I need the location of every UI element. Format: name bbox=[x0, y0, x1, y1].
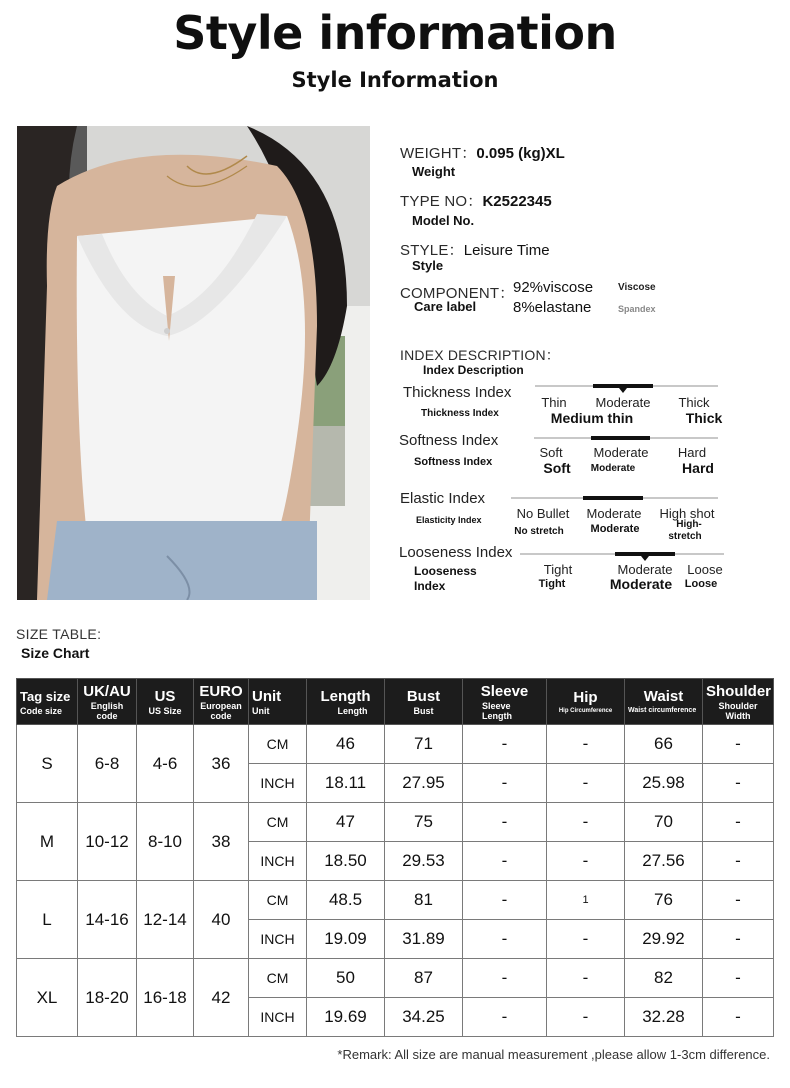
looseness-sub-a: Looseness bbox=[414, 564, 477, 578]
cell-shoulder: - bbox=[703, 920, 774, 959]
type-sub: Model No. bbox=[412, 213, 475, 228]
style-value: Leisure Time bbox=[463, 242, 550, 259]
header-unit-sublabel: Unit bbox=[252, 705, 270, 716]
cell-waist: 25.98 bbox=[625, 764, 703, 803]
cell-uk: 10-12 bbox=[78, 803, 137, 881]
header-waist-label: Waist bbox=[643, 687, 684, 705]
table-header-row bbox=[17, 679, 774, 725]
size-table-sublabel: Size Chart bbox=[21, 645, 90, 661]
elastic-value-2: Moderate bbox=[590, 523, 640, 535]
header-tag-size-label: Tag size bbox=[20, 688, 71, 704]
table-row bbox=[17, 881, 774, 920]
looseness-value-3: Loose bbox=[684, 578, 718, 590]
component-value-1-sub: Viscose bbox=[618, 282, 656, 293]
header-uk-au-label: UK/AU bbox=[83, 682, 131, 700]
elastic-value-1: No stretch bbox=[514, 526, 564, 537]
cell-length: 18.11 bbox=[307, 764, 385, 803]
component-value-2-sub: Spandex bbox=[618, 304, 656, 314]
cell-us: 16-18 bbox=[137, 959, 194, 1037]
cell-bust: 87 bbox=[385, 959, 463, 998]
header-sleeve-sublabel: Sleeve Length bbox=[482, 700, 512, 721]
cell-tag: L bbox=[17, 881, 78, 959]
cell-hip: - bbox=[547, 959, 625, 998]
softness-selected-segment bbox=[591, 436, 650, 440]
page-subtitle: Style Information bbox=[291, 68, 499, 92]
elastic-value-3b: stretch bbox=[668, 531, 702, 542]
header-tag-size bbox=[17, 679, 78, 725]
cell-bust: 81 bbox=[385, 881, 463, 920]
softness-value-2: Moderate bbox=[590, 463, 636, 474]
cell-tag: M bbox=[17, 803, 78, 881]
weight-row bbox=[400, 142, 565, 163]
header-euro-sublabel: European code bbox=[200, 700, 242, 721]
softness-value-3: Hard bbox=[682, 460, 714, 476]
cell-sleeve: - bbox=[463, 920, 547, 959]
elastic-opt-1: No Bullet bbox=[516, 506, 570, 521]
cell-length: 48.5 bbox=[307, 881, 385, 920]
cell-hip: 1 bbox=[547, 881, 625, 920]
cell-shoulder: - bbox=[703, 998, 774, 1037]
cell-waist: 70 bbox=[625, 803, 703, 842]
cell-tag: S bbox=[17, 725, 78, 803]
thickness-opt-2: Moderate bbox=[595, 395, 651, 410]
cell-sleeve: - bbox=[463, 998, 547, 1037]
table-row bbox=[17, 803, 774, 842]
header-tag-size-sublabel: Code size bbox=[20, 705, 63, 716]
cell-hip: - bbox=[547, 803, 625, 842]
elastic-sub: Elasticity Index bbox=[416, 515, 482, 525]
page-title: Style information bbox=[173, 6, 617, 60]
weight-sub: Weight bbox=[412, 164, 456, 179]
looseness-name: Looseness Index bbox=[399, 544, 513, 561]
cell-bust: 34.25 bbox=[385, 998, 463, 1037]
size-table bbox=[16, 678, 774, 1037]
cell-shoulder: - bbox=[703, 725, 774, 764]
elastic-name: Elastic Index bbox=[400, 490, 486, 507]
header-shoulder-sublabel: Shoulder Width bbox=[718, 700, 758, 721]
cell-euro: 38 bbox=[194, 803, 249, 881]
thickness-value-1: Medium thin bbox=[550, 410, 634, 426]
header-uk-au-sublabel: English code bbox=[90, 700, 124, 721]
header-shoulder bbox=[703, 679, 774, 725]
elastic-opt-2: Moderate bbox=[586, 506, 642, 521]
cell-length: 47 bbox=[307, 803, 385, 842]
looseness-opt-1: Tight bbox=[543, 562, 573, 577]
cell-shoulder: - bbox=[703, 842, 774, 881]
cell-shoulder: - bbox=[703, 881, 774, 920]
index-title-sub: Index Description bbox=[423, 363, 524, 377]
elastic-opt-3: High shot bbox=[659, 506, 715, 521]
softness-value-1: Soft bbox=[543, 460, 571, 476]
cell-unit: INCH bbox=[249, 842, 307, 881]
header-hip-label: Hip bbox=[573, 688, 598, 706]
cell-sleeve: - bbox=[463, 764, 547, 803]
cell-hip: - bbox=[547, 842, 625, 881]
header-waist-sublabel: Waist circumference bbox=[628, 706, 697, 714]
header-shoulder-label: Shoulder bbox=[706, 682, 772, 700]
cell-sleeve: - bbox=[463, 842, 547, 881]
cell-length: 19.69 bbox=[307, 998, 385, 1037]
cell-bust: 31.89 bbox=[385, 920, 463, 959]
cell-shoulder: - bbox=[703, 959, 774, 998]
cell-sleeve: - bbox=[463, 881, 547, 920]
cell-shoulder: - bbox=[703, 764, 774, 803]
cell-bust: 29.53 bbox=[385, 842, 463, 881]
cell-waist: 76 bbox=[625, 881, 703, 920]
header-bust-sublabel: Bust bbox=[413, 705, 434, 716]
cell-waist: 29.92 bbox=[625, 920, 703, 959]
header-bust-label: Bust bbox=[406, 687, 441, 705]
cell-unit: INCH bbox=[249, 998, 307, 1037]
cell-length: 46 bbox=[307, 725, 385, 764]
header-hip bbox=[547, 679, 625, 725]
style-label: STYLE： bbox=[400, 242, 464, 259]
looseness-opt-2: Moderate bbox=[617, 562, 673, 577]
cell-shoulder: - bbox=[703, 803, 774, 842]
thickness-value-2: Thick bbox=[685, 410, 723, 426]
cell-us: 8-10 bbox=[137, 803, 194, 881]
cell-waist: 82 bbox=[625, 959, 703, 998]
header-sleeve-label: Sleeve bbox=[480, 682, 529, 700]
cell-uk: 14-16 bbox=[78, 881, 137, 959]
component-sub: Care label bbox=[414, 299, 477, 314]
cell-length: 18.50 bbox=[307, 842, 385, 881]
cell-bust: 27.95 bbox=[385, 764, 463, 803]
header-us-sublabel: US Size bbox=[148, 705, 182, 716]
looseness-sub-b: Index bbox=[414, 579, 446, 593]
looseness-value-1: Tight bbox=[538, 578, 566, 590]
style-row bbox=[400, 239, 550, 260]
cell-sleeve: - bbox=[463, 803, 547, 842]
softness-opt-3: Hard bbox=[677, 445, 707, 460]
cell-uk: 6-8 bbox=[78, 725, 137, 803]
elastic-selected-segment bbox=[583, 496, 643, 500]
softness-sub: Softness Index bbox=[414, 456, 493, 468]
looseness-marker-icon bbox=[641, 556, 649, 561]
component-value-2: 8%elastane bbox=[513, 299, 592, 316]
cell-euro: 40 bbox=[194, 881, 249, 959]
cell-unit: CM bbox=[249, 959, 307, 998]
header-length-sublabel: Length bbox=[337, 705, 368, 716]
thickness-marker-icon bbox=[619, 388, 627, 393]
cell-euro: 42 bbox=[194, 959, 249, 1037]
cell-unit: INCH bbox=[249, 764, 307, 803]
elastic-value-3a: High- bbox=[676, 519, 702, 530]
cell-unit: CM bbox=[249, 803, 307, 842]
softness-name: Softness Index bbox=[399, 432, 499, 449]
header-bust bbox=[385, 679, 463, 725]
thickness-sub: Thickness Index bbox=[421, 408, 499, 419]
cell-bust: 71 bbox=[385, 725, 463, 764]
style-sub: Style bbox=[412, 258, 444, 273]
thickness-name: Thickness Index bbox=[403, 384, 512, 401]
header-waist bbox=[625, 679, 703, 725]
thickness-opt-1: Thin bbox=[541, 395, 567, 410]
cell-tag: XL bbox=[17, 959, 78, 1037]
softness-opt-1: Soft bbox=[539, 445, 563, 460]
cell-uk: 18-20 bbox=[78, 959, 137, 1037]
weight-label: WEIGHT： bbox=[400, 145, 477, 162]
remark-note: *Remark: All size are manual measurement ,please allow 1-3cm difference. bbox=[337, 1047, 770, 1062]
table-row bbox=[17, 725, 774, 764]
header-length bbox=[307, 679, 385, 725]
cell-unit: CM bbox=[249, 881, 307, 920]
component-label: COMPONENT： bbox=[400, 285, 515, 302]
cell-sleeve: - bbox=[463, 725, 547, 764]
header-us-label: US bbox=[154, 687, 176, 705]
type-value: K2522345 bbox=[482, 193, 552, 210]
cell-hip: - bbox=[547, 764, 625, 803]
cell-hip: - bbox=[547, 725, 625, 764]
cell-waist: 27.56 bbox=[625, 842, 703, 881]
thickness-opt-3: Thick bbox=[678, 395, 710, 410]
cell-unit: INCH bbox=[249, 920, 307, 959]
cell-euro: 36 bbox=[194, 725, 249, 803]
cell-hip: - bbox=[547, 998, 625, 1037]
cell-us: 12-14 bbox=[137, 881, 194, 959]
type-label: TYPE NO： bbox=[400, 193, 483, 210]
cell-waist: 32.28 bbox=[625, 998, 703, 1037]
header-unit-label: Unit bbox=[252, 687, 282, 705]
cell-waist: 66 bbox=[625, 725, 703, 764]
header-sleeve bbox=[463, 679, 547, 725]
product-photo bbox=[17, 126, 370, 600]
cell-unit: CM bbox=[249, 725, 307, 764]
header-uk-au bbox=[78, 679, 137, 725]
cell-us: 4-6 bbox=[137, 725, 194, 803]
cell-hip: - bbox=[547, 920, 625, 959]
header-euro bbox=[194, 679, 249, 725]
header-length-label: Length bbox=[320, 687, 371, 705]
looseness-value-2: Moderate bbox=[609, 576, 673, 592]
header-unit bbox=[249, 679, 307, 725]
looseness-opt-3: Loose bbox=[687, 562, 723, 577]
header-hip-sublabel: Hip Circumference bbox=[558, 707, 613, 714]
index-title: INDEX DESCRIPTION： bbox=[400, 347, 560, 363]
cell-length: 19.09 bbox=[307, 920, 385, 959]
cell-sleeve: - bbox=[463, 959, 547, 998]
cell-length: 50 bbox=[307, 959, 385, 998]
type-row bbox=[400, 190, 552, 211]
table-row bbox=[17, 959, 774, 998]
component-value-1: 92%viscose bbox=[513, 279, 594, 296]
header-us bbox=[137, 679, 194, 725]
weight-value: 0.095 (kg)XL bbox=[476, 145, 565, 162]
header-euro-label: EURO bbox=[199, 682, 243, 700]
softness-opt-2: Moderate bbox=[593, 445, 649, 460]
cell-bust: 75 bbox=[385, 803, 463, 842]
size-table-label: SIZE TABLE: bbox=[16, 626, 102, 642]
